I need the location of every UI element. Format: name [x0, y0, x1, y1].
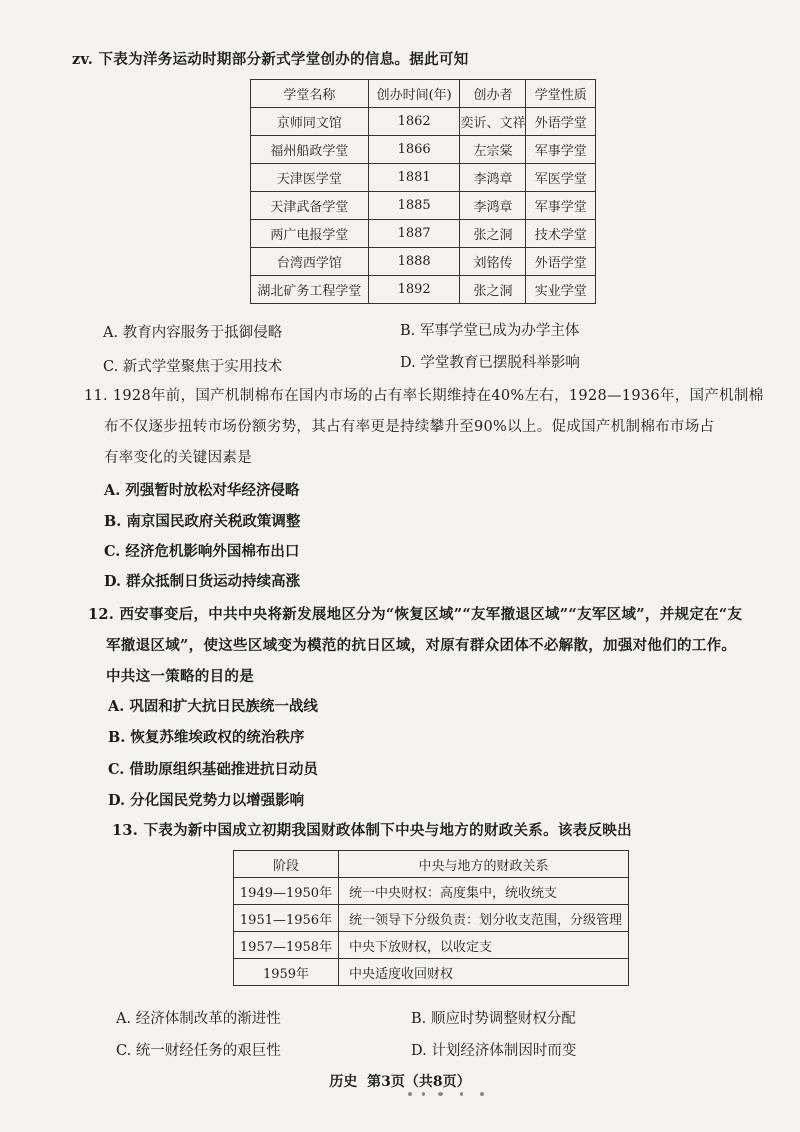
table-cell: 统一中央财权：高度集中，统收统支 [339, 878, 629, 905]
table-cell: 京师同文馆 [251, 108, 369, 136]
table-cell: 外语学堂 [526, 108, 596, 136]
table-row [251, 164, 596, 192]
question-line: 军撤退区域”，使这些区域变为模范的抗日区域，对原有群众团体不必解散，加强对他们的工作。 [106, 637, 737, 654]
table-header-row [234, 851, 629, 878]
table-cell: 1951—1956年 [234, 905, 339, 932]
table-cell: 李鸿章 [460, 164, 526, 192]
table-header: 阶段 [234, 851, 339, 878]
table-cell: 天津医学堂 [251, 164, 369, 192]
option-b[interactable]: B. 恢复苏维埃政权的统治秩序 [108, 729, 305, 746]
table-header: 创办者 [460, 80, 526, 108]
option-c[interactable]: C. 经济危机影响外国棉布出口 [104, 543, 300, 560]
table-cell: 李鸿章 [460, 192, 526, 220]
option-a[interactable]: A. 列强暂时放松对华经济侵略 [104, 482, 300, 499]
table-cell: 1862 [368, 108, 460, 136]
option-d[interactable]: D. 分化国民党势力以增强影响 [108, 792, 305, 809]
table-cell: 军事学堂 [526, 192, 596, 220]
table-cell: 福州船政学堂 [251, 136, 369, 164]
table-cell: 中央适度收回财权 [339, 959, 629, 986]
option-b[interactable]: B. 顺应时势调整财权分配 [411, 1011, 576, 1027]
table-row [251, 136, 596, 164]
table-row [234, 878, 629, 905]
table-cell: 1892 [368, 276, 460, 304]
question-line: 中共这一策略的目的是 [106, 668, 254, 685]
school-info-table [250, 79, 596, 304]
table-row [234, 932, 629, 959]
option-b[interactable]: B. 军事学堂已成为办学主体 [400, 323, 580, 339]
option-a[interactable]: A. 经济体制改革的渐进性 [116, 1011, 281, 1027]
question-12-stem [88, 599, 778, 692]
table-cell: 张之洞 [460, 220, 526, 248]
table-cell: 1957—1958年 [234, 932, 339, 959]
table-cell: 军医学堂 [526, 164, 596, 192]
table-cell: 台湾西学馆 [251, 248, 369, 276]
table-cell: 1866 [368, 136, 460, 164]
table-cell: 1881 [368, 164, 460, 192]
option-c[interactable]: C. 统一财经任务的艰巨性 [116, 1043, 281, 1059]
table-cell: 1949—1950年 [234, 878, 339, 905]
table-header-row [251, 80, 596, 108]
fiscal-relation-table [233, 850, 629, 986]
table-row [251, 192, 596, 220]
table-cell: 1888 [368, 248, 460, 276]
question-11-stem [84, 381, 774, 474]
table-row [234, 905, 629, 932]
option-c[interactable]: C. 新式学堂聚焦于实用技术 [103, 359, 283, 375]
table-cell: 左宗棠 [460, 136, 526, 164]
table-cell: 中央下放财权，以收定支 [339, 932, 629, 959]
table-cell: 刘铭传 [460, 248, 526, 276]
table-cell: 1959年 [234, 959, 339, 986]
page-footer: 历史 第3页（共8页） [329, 1074, 471, 1090]
table-cell: 湖北矿务工程学堂 [251, 276, 369, 304]
option-b[interactable]: B. 南京国民政府关税政策调整 [104, 513, 301, 530]
option-d[interactable]: D. 群众抵制日货运动持续高涨 [104, 573, 301, 590]
table-header: 学堂名称 [251, 80, 369, 108]
table-header: 中央与地方的财政关系 [339, 851, 629, 878]
table-cell: 实业学堂 [526, 276, 596, 304]
table-row [251, 248, 596, 276]
question-10-stem: zv. 下表为洋务运动时期部分新式学堂创办的信息。据此可知 [72, 51, 469, 68]
option-c[interactable]: C. 借助原组织基础推进抗日动员 [108, 761, 318, 778]
table-cell: 1885 [368, 192, 460, 220]
scan-smudge [408, 1092, 488, 1098]
table-cell: 外语学堂 [526, 248, 596, 276]
table-cell: 奕䜣、文祥 [460, 108, 526, 136]
table-cell: 天津武备学堂 [251, 192, 369, 220]
option-d[interactable]: D. 学堂教育已摆脱科举影响 [400, 355, 580, 371]
question-13-stem: 13. 下表为新中国成立初期我国财政体制下中央与地方的财政关系。该表反映出 [112, 822, 632, 839]
table-cell: 1887 [368, 220, 460, 248]
table-row [251, 108, 596, 136]
table-row [234, 959, 629, 986]
question-line: 11. 1928年前，国产机制棉布在国内市场的占有率长期维持在40%左右，1928—1936年，国产机制棉 [84, 388, 764, 404]
question-line: 有率变化的关键因素是 [104, 450, 252, 466]
table-cell: 统一领导下分级负责：划分收支范围，分级管理 [339, 905, 629, 932]
option-a[interactable]: A. 巩固和扩大抗日民族统一战线 [108, 698, 318, 715]
table-cell: 技术学堂 [526, 220, 596, 248]
table-header: 创办时间(年) [368, 80, 460, 108]
table-row [251, 276, 596, 304]
option-d[interactable]: D. 计划经济体制因时而变 [411, 1043, 577, 1059]
table-row [251, 220, 596, 248]
table-cell: 两广电报学堂 [251, 220, 369, 248]
table-header: 学堂性质 [526, 80, 596, 108]
table-cell: 军事学堂 [526, 136, 596, 164]
option-a[interactable]: A. 教育内容服务于抵御侵略 [103, 325, 283, 341]
question-line: 12. 西安事变后，中共中央将新发展地区分为“恢复区域”“友军撤退区域”“友军区域”，并规定在“友 [88, 606, 743, 623]
question-line: 布不仅逐步扭转市场份额劣势，其占有率更是持续攀升至90%以上。促成国产机制棉布市场占 [104, 419, 715, 435]
table-cell: 张之洞 [460, 276, 526, 304]
